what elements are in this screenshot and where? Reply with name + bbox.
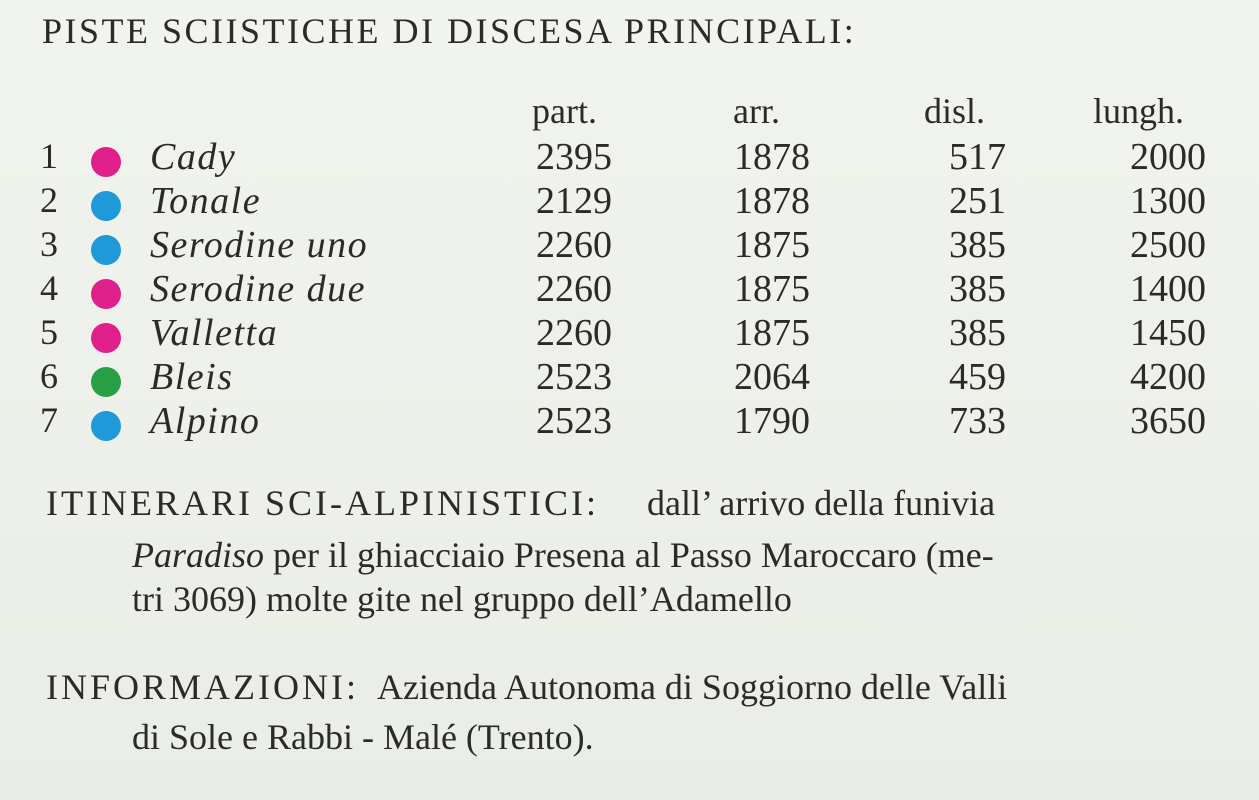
piste-disl: 459 — [949, 356, 1006, 398]
table-row — [0, 179, 1259, 223]
piste-name: Cady — [150, 136, 237, 178]
piste-lungh: 1300 — [1130, 180, 1206, 222]
piste-color-dot — [91, 191, 121, 221]
piste-number: 5 — [40, 312, 58, 352]
piste-arr: 1790 — [734, 400, 810, 442]
piste-number: 7 — [40, 400, 58, 440]
piste-lungh: 1450 — [1130, 312, 1206, 354]
itinerari-label: ITINERARI SCI-ALPINISTICI: — [46, 483, 599, 523]
piste-color-dot — [91, 279, 121, 309]
table-row — [0, 311, 1259, 355]
piste-part: 2523 — [536, 356, 612, 398]
column-header-part: part. — [532, 91, 597, 131]
piste-number: 1 — [40, 136, 58, 176]
informazioni-line-1 — [46, 664, 1007, 710]
piste-lungh: 3650 — [1130, 400, 1206, 442]
piste-part: 2260 — [536, 224, 612, 266]
piste-name: Alpino — [150, 400, 261, 442]
page-title: PISTE SCIISTICHE DI DISCESA PRINCIPALI: — [42, 11, 857, 51]
table-row — [0, 355, 1259, 399]
piste-color-dot — [91, 147, 121, 177]
column-header-lungh: lungh. — [1093, 91, 1185, 131]
piste-lungh: 4200 — [1130, 356, 1206, 398]
piste-number: 3 — [40, 224, 58, 264]
piste-disl: 385 — [949, 312, 1006, 354]
piste-part: 2395 — [536, 136, 612, 178]
piste-arr: 1878 — [734, 180, 810, 222]
piste-part: 2523 — [536, 400, 612, 442]
piste-number: 4 — [40, 268, 58, 308]
piste-color-dot — [91, 367, 121, 397]
piste-number: 6 — [40, 356, 58, 396]
piste-name: Bleis — [150, 356, 234, 398]
piste-lungh: 1400 — [1130, 268, 1206, 310]
itinerari-line-1 — [46, 480, 995, 526]
itinerari-funivia-name: Paradiso — [132, 535, 265, 575]
piste-name: Serodine uno — [150, 224, 369, 266]
piste-number: 2 — [40, 180, 58, 220]
piste-disl: 733 — [949, 400, 1006, 442]
informazioni-label: INFORMAZIONI: — [46, 667, 359, 707]
piste-part: 2260 — [536, 312, 612, 354]
piste-disl: 251 — [949, 180, 1006, 222]
piste-color-dot — [91, 235, 121, 265]
piste-part: 2129 — [536, 180, 612, 222]
piste-lungh: 2000 — [1130, 136, 1206, 178]
piste-color-dot — [91, 411, 121, 441]
piste-name: Valletta — [150, 312, 279, 354]
informazioni-text-1: Azienda Autonoma di Soggiorno delle Valli — [377, 667, 1008, 707]
piste-part: 2260 — [536, 268, 612, 310]
piste-name: Serodine due — [150, 268, 367, 310]
table-row — [0, 135, 1259, 179]
piste-arr: 1875 — [734, 268, 810, 310]
column-header-arr: arr. — [733, 91, 780, 131]
piste-arr: 1875 — [734, 224, 810, 266]
itinerari-line-2 — [132, 532, 994, 578]
piste-disl: 517 — [949, 136, 1006, 178]
itinerari-text-2: per il ghiacciaio Presena al Passo Maroccaro (me- — [264, 535, 994, 575]
itinerari-text-1: dall’ arrivo della funivia — [646, 483, 996, 523]
piste-lungh: 2500 — [1130, 224, 1206, 266]
table-row — [0, 223, 1259, 267]
column-header-disl: disl. — [924, 91, 986, 131]
piste-disl: 385 — [949, 268, 1006, 310]
piste-arr: 1875 — [734, 312, 810, 354]
table-row — [0, 399, 1259, 443]
piste-arr: 2064 — [734, 356, 810, 398]
piste-arr: 1878 — [734, 136, 810, 178]
itinerari-line-3: tri 3069) molte gite nel gruppo dell’Adamello — [132, 579, 792, 619]
table-row — [0, 267, 1259, 311]
piste-name: Tonale — [150, 180, 262, 222]
piste-color-dot — [91, 323, 121, 353]
piste-disl: 385 — [949, 224, 1006, 266]
informazioni-line-2: di Sole e Rabbi - Malé (Trento). — [132, 717, 594, 757]
